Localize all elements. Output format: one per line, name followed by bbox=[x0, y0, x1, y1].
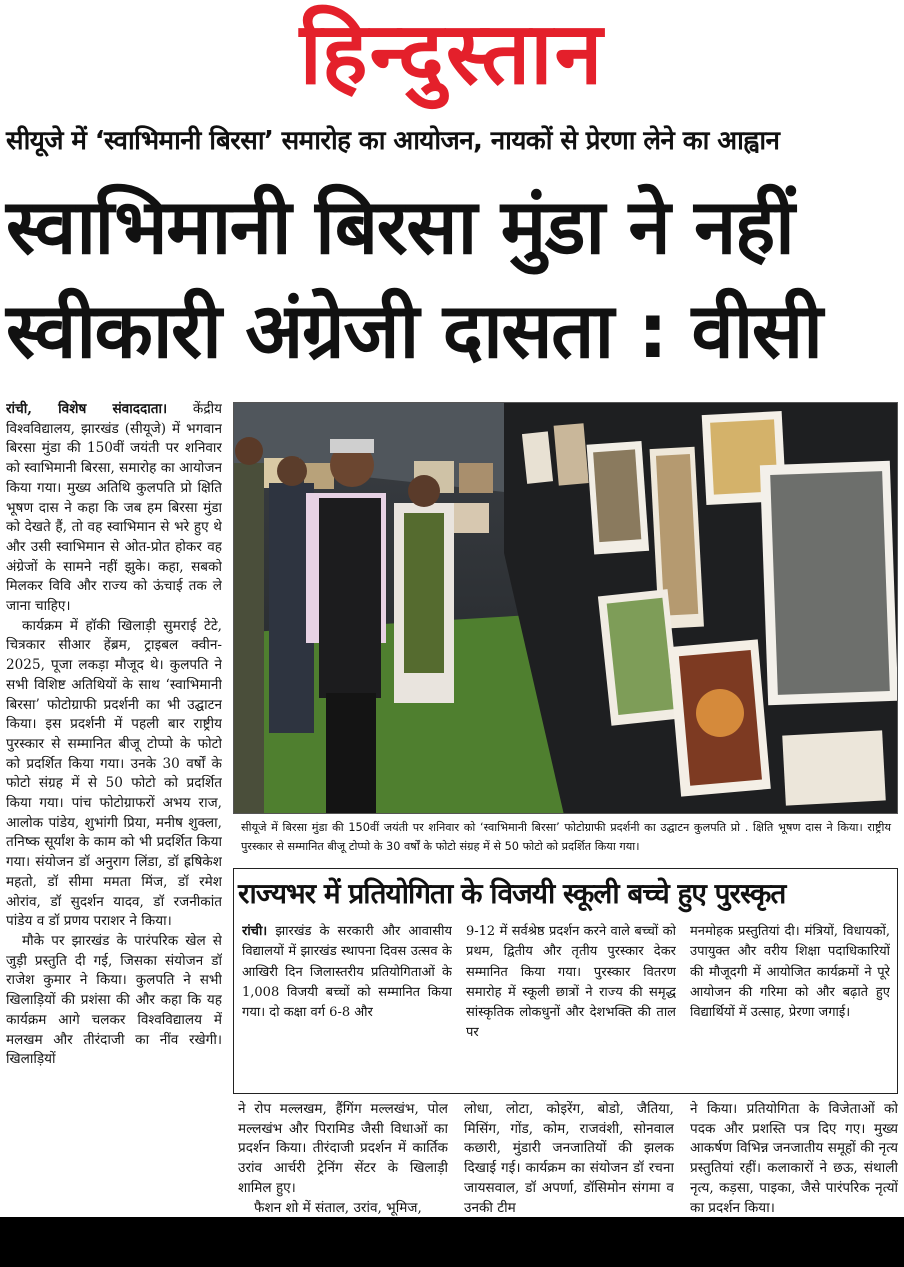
bottom-black-band bbox=[0, 1217, 904, 1267]
news-photo bbox=[233, 402, 898, 814]
photo-caption: सीयूजे में बिरसा मुंडा की 150वीं जयंती पर शनिवार को ‘स्वाभिमानी बिरसा’ फोटोग्राफी प्रदर्शनी का उद्घाटन कुलपति प्रो . क्षिति भूषण दास ने किया। राष्ट्रीय पुरस्कार से सम्मानित बीजू टोप्पो के 30 वर्षों के फोटो संग्रह में से 50 फोटो को प्रदर्शित किया गया। bbox=[241, 821, 891, 853]
headline-line-2: स्वीकारी अंग्रेजी दासता : वीसी bbox=[6, 286, 822, 375]
left-paragraph-1-text: केंद्रीय विश्वविद्यालय, झारखंड (सीयूजे) में भगवान बिरसा मुंडा की 150वीं जयंती पर शनिवार को स्वाभिमानी बिरसा, समारोह का आयोजन किया गया। मुख्य अतिथि कुलपति प्रो क्षिति भूषण दास ने कहा कि जब हम बिरसा मुंडा को देखते हैं, तो वह स्वाभिमान से भरे हुए थे और उसी स्वाभिमान से ओत-प्रोत होकर वह अंग्रेजों के सामने नहीं झुके। कहा, सबको मिलकर विवि और राज्य को ऊंचाई तक ले जाना चाहिए। bbox=[6, 401, 222, 615]
dateline: रांची, विशेष संवाददाता। bbox=[6, 401, 168, 417]
lower-column-1b-text: फैशन शो में संताल, उरांव, भूमिज, bbox=[254, 1199, 422, 1216]
kicker-headline: सीयूजे में ‘स्वाभिमानी बिरसा’ समारोह का आयोजन, नायकों से प्रेरणा लेने का आह्वान bbox=[6, 126, 780, 156]
box-column-1 bbox=[242, 922, 452, 1090]
lower-column-3-text: ने किया। प्रतियोगिता के विजेताओं को पदक और प्रशस्ति पत्र दिए गए। मुख्य आकर्षण विभिन्न जनजातीय समूहों की नृत्य प्रस्तुतियां रहीं। कलाकारों ने छऊ, संथाली नृत्य, कड़सा, पाइका, जैसे पारंपरिक नृत्यों का प्रदर्शन किया। bbox=[690, 1101, 898, 1216]
box-dateline: रांची। bbox=[242, 924, 268, 939]
left-paragraph-1 bbox=[6, 400, 222, 617]
box-column-2 bbox=[466, 922, 676, 1090]
box-column-3 bbox=[690, 922, 890, 1090]
main-headline bbox=[6, 175, 898, 390]
box-column-1-text bbox=[242, 922, 452, 1023]
box-column-3-text: मनमोहक प्रस्तुतियां दी। मंत्रियों, विधायकों, उपायुक्त और वरीय शिक्षा पदाधिकारियों की मौजूदगी में आयोजित कार्यक्रमों ने पूरे आयोजन की गरिमा को और बढ़ाते हुए विद्यार्थियों में उत्साह, प्रेरणा जगाई। bbox=[690, 924, 890, 1021]
box-headline: राज्यभर में प्रतियोगिता के विजयी स्कूली बच्चे हुए पुरस्कृत bbox=[238, 877, 786, 910]
box-column-1-body: झारखंड के सरकारी और आवासीय विद्यालयों में झारखंड स्थापना दिवस उत्सव के आखिरी दिन जिलास्तरीय प्रतियोगिताओं के 1,008 विजयी बच्चों को सम्मानित किया गया। दो कक्षा वर्ग 6-8 और bbox=[242, 924, 452, 1021]
lower-column-1-text: ने रोप मल्लखम, हैंगिंग मल्लखंभ, पोल मल्लखंभ और पिरामिड जैसी विधाओं का प्रदर्शन किया। तीरंदाजी प्रदर्शन में कार्तिक उरांव आर्चरी ट्रेनिंग सेंटर के खिलाड़ी शामिल हुए। bbox=[238, 1101, 448, 1196]
masthead-logo: हिन्दुस्तान bbox=[299, 4, 605, 104]
lower-column-2 bbox=[464, 1100, 674, 1216]
left-column bbox=[6, 400, 222, 1215]
lower-column-2-text: लोधा, लोटा, कोइरेंग, बोडो, जैतिया, मिसिंग, गोंड, कोम, राजवंशी, सोनवाल कछारी, मुंडारी जनजातियों की झलक दिखाई गई। कार्यक्रम का संयोजन डॉ रचना जायसवाल, डॉ अपर्णा, डॉसिमोन संगमा व उनकी टीम bbox=[464, 1101, 674, 1216]
headline-line-1: स्वाभिमानी बिरसा मुंडा ने नहीं bbox=[6, 182, 794, 271]
box-column-2-text: 9-12 में सर्वश्रेष्ठ प्रदर्शन करने वाले बच्चों को प्रथम, द्वितीय और तृतीय पुरस्कार देकर सम्मानित किया गया। पुरस्कार वितरण समारोह में स्कूली छात्रों ने राज्य की समृद्ध सांस्कृतिक लोकधुनों और देशभक्ति की ताल पर bbox=[466, 924, 676, 1041]
left-paragraph-2: कार्यक्रम में हॉकी खिलाड़ी सुमराई टेटे, चित्रकार सीआर हेंब्रम, ट्राइबल क्वीन- 2025, पूजा लकड़ा मौजूद थे। कुलपति ने सभी विशिष्ट अतिथियों के साथ ‘स्वाभिमानी बिरसा’ फोटोग्राफी प्रदर्शनी का भी उद्घाटन किया। इस प्रदर्शनी में पहली बार राष्ट्रीय पुरस्कार से सम्मानित बीजू टोप्पो के फोटो को प्रदर्शित किया गया। उनके 30 वर्षों के फोटो संग्रह में से 50 फोटो को प्रदर्शित किया गया। पांच फोटोग्राफरों अभय राज, आलोक पांडेय, शुभांगी प्रिया, मनीष शुक्ला, तनिष्क सूर्यांश के काम को भी प्रदर्शित किया गया। संयोजन डॉ अनुराग लिंडा, डॉ ह्रषिकेश महतो, डॉ सीमा ममता मिंज, डॉ रमेश ओरांव, डॉ सुदर्शन यादव, डॉ रजनीकांत पांडेय व डॉ प्रणय पराशर ने किया। bbox=[6, 617, 222, 930]
lower-column-3 bbox=[690, 1100, 898, 1216]
lower-column-1 bbox=[238, 1100, 448, 1216]
exhibition-photo-illustration bbox=[234, 403, 898, 814]
left-paragraph-3: मौके पर झारखंड के पारंपरिक खेल से जुड़ी प्रस्तुति दी गई, जिसका संयोजन डॉ राजेश कुमार ने किया। कुलपति ने सभी खिलाड़ियों की प्रशंसा की और कहा कि यह कार्यक्रम आगे चलकर विश्वविद्यालय में मलखम और तीरंदाजी का नींव रखेगी। खिलाड़ियों bbox=[6, 932, 222, 1068]
